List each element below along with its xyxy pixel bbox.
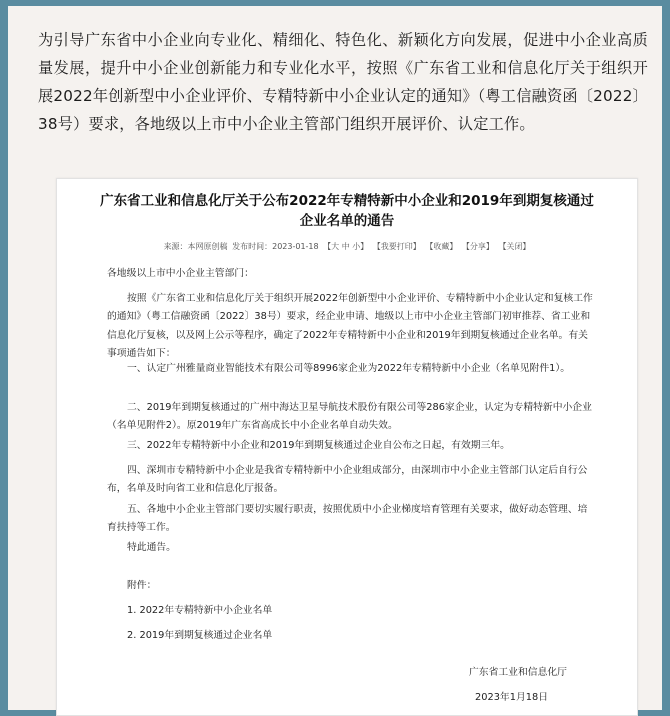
notice-paragraph-2: 一、认定广州雅量商业智能技术有限公司等8996家企业为2022年专精特新中小企业（名单见附件1）。 [127, 363, 571, 374]
notice-signature: 广东省工业和信息化厅 [469, 667, 567, 678]
notice-title-line1: 广东省工业和信息化厅关于公布2022年专精特新中小企业和2019年到期复核通过 [100, 193, 594, 209]
notice-title-line2: 企业名单的通告 [299, 213, 395, 229]
attachment-item-1[interactable]: 1. 2022年专精特新中小企业名单 [127, 605, 273, 616]
attachment-item-2[interactable]: 2. 2019年到期复核通过企业名单 [127, 630, 273, 641]
meta-date: 发布时间：2023-01-18 [232, 242, 319, 251]
notice-closing: 特此通告。 [127, 542, 176, 553]
notice-salutation: 各地级以上市中小企业主管部门： [107, 268, 254, 279]
notice-sign-date: 2023年1月18日 [475, 692, 549, 703]
notice-paragraph-1: 按照《广东省工业和信息化厅关于组织开展2022年创新型中小企业评价、专精特新中小企业认定和复核工作的通知》（粤工信融资函〔2022〕38号）要求，经企业申请、地级以上市中小企业主管部门初审推荐、省工业和信息化厅复核，以及网上公示等程序，确定了2022年专精特新中小企业和2019年到期复核通过企业名单。有关事项通告如下： [107, 293, 593, 360]
notice-paragraph-4: 三、2022年专精特新中小企业和2019年到期复核通过企业自公布之日起，有效期三年。 [127, 440, 510, 451]
notice-title [87, 191, 607, 231]
article-container [8, 6, 662, 710]
intro-paragraph: 为引导广东省中小企业向专业化、精细化、特色化、新颖化方向发展，促进中小企业高质量发展，提升中小企业创新能力和专业化水平，按照《广东省工业和信息化厅关于组织开展2022年创新型中小企业评价、专精特新中小企业认定的通知》（粤工信融资函〔2022〕38号）要求，各地级以上市中小企业主管部门组织开展评价、认定工作。 [38, 31, 648, 133]
font-size-control[interactable]: 【大 中 小】 [323, 242, 369, 251]
attachments-label: 附件： [127, 580, 157, 591]
notice-screenshot [56, 178, 638, 716]
print-link[interactable]: 【我要打印】 [372, 242, 421, 251]
notice-paragraph-6: 五、各地中小企业主管部门要切实履行职责，按照优质中小企业梯度培育管理有关要求，做好动态管理、培育扶持等工作。 [107, 504, 588, 534]
notice-meta-bar [57, 241, 637, 252]
notice-paragraph-5: 四、深圳市专精特新中小企业是我省专精特新中小企业组成部分，由深圳市中小企业主管部门认定后自行公布，名单及时向省工业和信息化厅报备。 [107, 465, 588, 495]
close-link[interactable]: 【关闭】 [498, 242, 531, 251]
meta-source: 来源：本网原创稿 [163, 242, 228, 251]
share-link[interactable]: 【分享】 [461, 242, 494, 251]
favorite-link[interactable]: 【收藏】 [425, 242, 458, 251]
notice-paragraph-3: 二、2019年到期复核通过的广州中海达卫星导航技术股份有限公司等286家企业，认定为专精特新中小企业（名单见附件2）。原2019年广东省高成长中小企业名单自动失效。 [107, 402, 592, 432]
